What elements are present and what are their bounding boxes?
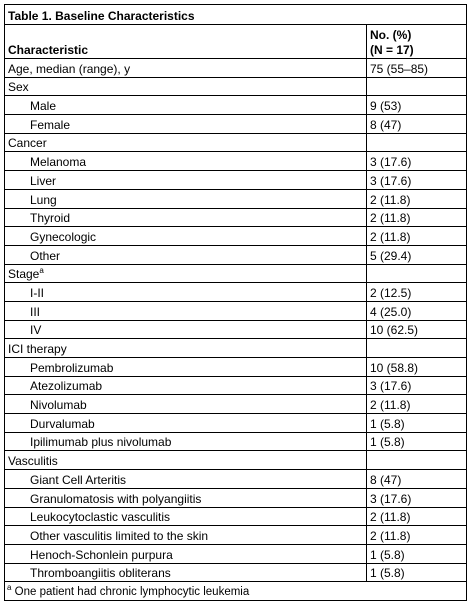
table-row	[5, 208, 467, 227]
table-row	[5, 544, 467, 563]
table-row	[5, 563, 467, 582]
section-value-empty	[367, 133, 467, 152]
table-header-row	[5, 25, 467, 59]
section-header-row	[5, 133, 467, 152]
section-label-ici-therapy: ICI therapy	[5, 339, 367, 358]
value-column-header	[367, 25, 467, 59]
row-value: 8 (47)	[367, 470, 467, 489]
row-value: 10 (58.8)	[367, 358, 467, 377]
row-label: III	[5, 301, 367, 320]
row-label: Female	[5, 115, 367, 134]
section-value-empty	[367, 77, 467, 96]
section-label-vasculitis: Vasculitis	[5, 451, 367, 470]
row-label: I-II	[5, 283, 367, 302]
row-label: Melanoma	[5, 152, 367, 171]
row-label: Male	[5, 96, 367, 115]
row-value: 10 (62.5)	[367, 320, 467, 339]
table-row	[5, 320, 467, 339]
row-value: 1 (5.8)	[367, 432, 467, 451]
footnote-marker: a	[39, 266, 44, 276]
table-row	[5, 227, 467, 246]
table-row	[5, 59, 467, 78]
table-row	[5, 245, 467, 264]
row-value: 2 (11.8)	[367, 208, 467, 227]
row-label: Thyroid	[5, 208, 367, 227]
table-row	[5, 152, 467, 171]
row-value: 3 (17.6)	[367, 171, 467, 190]
row-value: 75 (55–85)	[367, 59, 467, 78]
value-header-line1: No. (%)	[370, 28, 412, 42]
row-label: Granulomatosis with polyangiitis	[5, 488, 367, 507]
row-value: 3 (17.6)	[367, 488, 467, 507]
table-row	[5, 301, 467, 320]
footnote-row	[5, 582, 467, 601]
row-label: Lung	[5, 189, 367, 208]
value-header-line2: (N = 17)	[370, 43, 414, 57]
table-row	[5, 358, 467, 377]
row-label: Durvalumab	[5, 414, 367, 433]
section-header-row	[5, 339, 467, 358]
row-value: 2 (12.5)	[367, 283, 467, 302]
section-value-empty	[367, 451, 467, 470]
row-value: 2 (11.8)	[367, 395, 467, 414]
row-label: Liver	[5, 171, 367, 190]
row-value: 4 (25.0)	[367, 301, 467, 320]
table-row	[5, 414, 467, 433]
row-label: Henoch-Schonlein purpura	[5, 544, 367, 563]
characteristic-column-header: Characteristic	[5, 25, 367, 59]
section-header-row	[5, 77, 467, 96]
table-row	[5, 526, 467, 545]
row-label: Other	[5, 245, 367, 264]
baseline-characteristics-table-container	[4, 4, 466, 601]
row-label: Giant Cell Arteritis	[5, 470, 367, 489]
table-title-row	[5, 5, 467, 25]
section-value-empty	[367, 339, 467, 358]
table-row	[5, 96, 467, 115]
row-value: 1 (5.8)	[367, 414, 467, 433]
table-footnote	[5, 582, 467, 601]
row-label: Gynecologic	[5, 227, 367, 246]
table-row	[5, 376, 467, 395]
row-value: 9 (53)	[367, 96, 467, 115]
footnote-text: One patient had chronic lymphocytic leukemia	[14, 585, 250, 598]
row-value: 3 (17.6)	[367, 376, 467, 395]
row-value: 3 (17.6)	[367, 152, 467, 171]
row-value: 2 (11.8)	[367, 227, 467, 246]
baseline-characteristics-table	[4, 4, 467, 601]
row-label: Ipilimumab plus nivolumab	[5, 432, 367, 451]
section-value-empty	[367, 264, 467, 283]
stage-label-text: Stage	[8, 267, 40, 282]
section-label-cancer: Cancer	[5, 133, 367, 152]
table-row	[5, 395, 467, 414]
row-value: 1 (5.8)	[367, 544, 467, 563]
section-label-stage	[5, 264, 367, 283]
row-label: Other vasculitis limited to the skin	[5, 526, 367, 545]
table-row	[5, 115, 467, 134]
section-header-row	[5, 264, 467, 283]
row-label: Atezolizumab	[5, 376, 367, 395]
row-label: Leukocytoclastic vasculitis	[5, 507, 367, 526]
footnote-marker: a	[7, 583, 12, 593]
table-row	[5, 470, 467, 489]
table-row	[5, 507, 467, 526]
row-label: Age, median (range), y	[5, 59, 367, 78]
row-label: Thromboangiitis obliterans	[5, 563, 367, 582]
table-row	[5, 171, 467, 190]
row-value: 2 (11.8)	[367, 189, 467, 208]
section-header-row	[5, 451, 467, 470]
row-label: IV	[5, 320, 367, 339]
table-row	[5, 488, 467, 507]
table-title: Table 1. Baseline Characteristics	[5, 5, 467, 25]
row-value: 8 (47)	[367, 115, 467, 134]
row-value: 5 (29.4)	[367, 245, 467, 264]
row-label: Pembrolizumab	[5, 358, 367, 377]
table-row	[5, 432, 467, 451]
row-value: 2 (11.8)	[367, 507, 467, 526]
table-row	[5, 283, 467, 302]
row-label: Nivolumab	[5, 395, 367, 414]
table-row	[5, 189, 467, 208]
row-value: 1 (5.8)	[367, 563, 467, 582]
section-label-sex: Sex	[5, 77, 367, 96]
row-value: 2 (11.8)	[367, 526, 467, 545]
